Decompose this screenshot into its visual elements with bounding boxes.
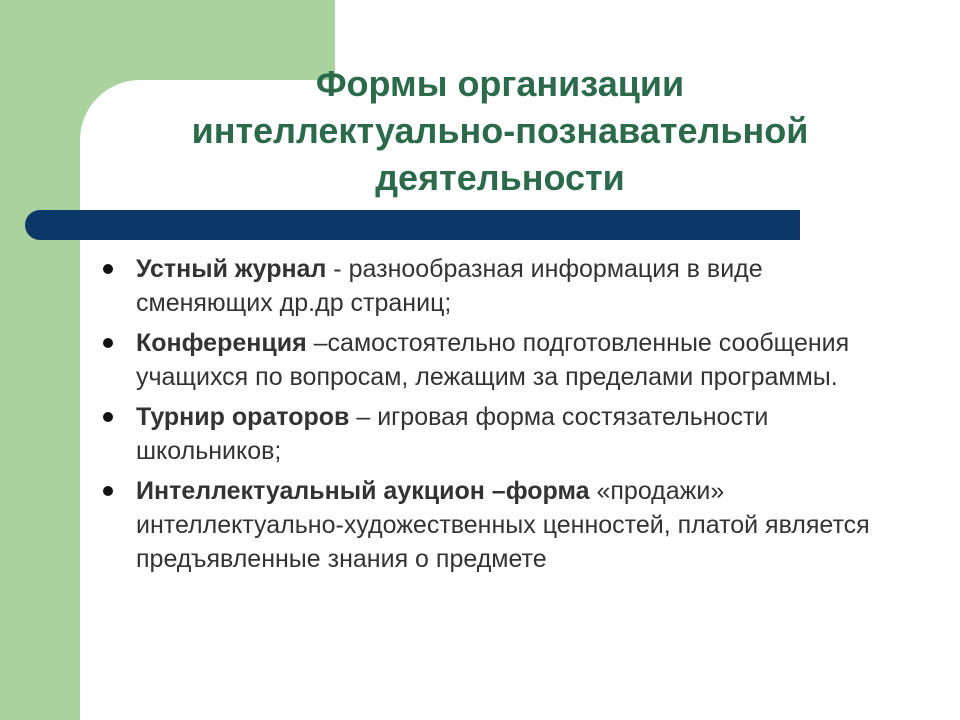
bullet-item-orators-tournament xyxy=(100,400,900,468)
bullet-term: Интеллектуальный аукцион –форма xyxy=(136,477,590,505)
bullet-dot-icon xyxy=(103,338,113,348)
title-line-3: деятельности xyxy=(375,157,625,198)
bullet-term: Устный журнал xyxy=(136,255,327,283)
bullet-term: Конференция xyxy=(136,329,307,357)
title-divider-bar xyxy=(25,210,800,240)
bullet-dot-icon xyxy=(103,412,113,422)
title-line-2: интеллектуально-познавательной xyxy=(191,110,809,151)
bullet-text: –самостоятельно подготовленные сообщения учащихся по вопросам, лежащим за пределами программы. xyxy=(136,329,850,391)
bullet-text: «продажи» интеллектуально-художественных ценностей, платой является предъявленные знания о предмете xyxy=(136,477,870,573)
bullet-item-conference xyxy=(100,326,900,394)
bullet-text: – игровая форма состязательности школьников; xyxy=(136,403,769,465)
bullet-text: - разнообразная информация в виде сменяющих др.др страниц; xyxy=(136,255,763,317)
bullet-item-intellectual-auction xyxy=(100,474,900,576)
title-line-1: Формы организации xyxy=(315,63,685,104)
slide-title xyxy=(80,60,920,201)
bullet-dot-icon xyxy=(103,486,113,496)
bullet-dot-icon xyxy=(103,264,113,274)
bullet-term: Турнир ораторов xyxy=(136,403,350,431)
bullet-item-oral-journal xyxy=(100,252,900,320)
bullet-list xyxy=(100,252,900,582)
